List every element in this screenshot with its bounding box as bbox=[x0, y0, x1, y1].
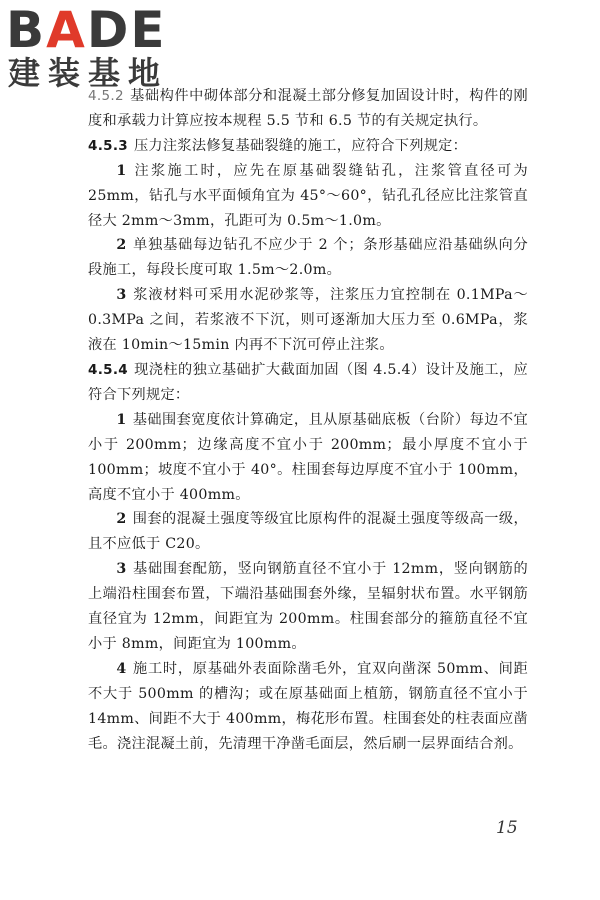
section-text: 基础构件中砌体部分和混凝土部分修复加固设计时，构件的刚度和承载力计算应按本规程 5.5 节和 6.5 节的有关规定执行。 bbox=[88, 88, 528, 129]
clause-text: 单独基础每边钻孔不应少于 2 个；条形基础应沿基础纵向分段施工，每段长度可取 1.5m～2.0m。 bbox=[88, 237, 528, 279]
section-text: 现浇柱的独立基础扩大截面加固（图 4.5.4）设计及施工，应符合下列规定： bbox=[88, 361, 528, 403]
document-body bbox=[88, 84, 528, 756]
section-text: 压力注浆法修复基础裂缝的施工，应符合下列规定： bbox=[133, 137, 468, 154]
clause-number: 2 bbox=[116, 511, 127, 528]
clause-text: 施工时，原基础外表面除凿毛外，宜双向凿深 50mm、间距不大于 500mm 的槽沟；或在原基础面上植筋，钢筋直径不宜小于 14mm、间距不大于 400mm，梅花形布置。柱围套处的柱表面应凿毛。浇注混凝土前，先清理干净凿毛面层，然后刷一层界面结合剂。 bbox=[88, 660, 528, 752]
clause-number: 3 bbox=[116, 287, 127, 304]
clause-text: 基础围套配筋，竖向钢筋直径不宜小于 12mm，竖向钢筋的上端沿柱围套布置，下端沿基础围套外缘，呈辐射状布置。水平钢筋直径宜为 12mm，间距宜为 200mm。柱围套部分的箍筋直径不宜小于 8mm，间距宜为 100mm。 bbox=[88, 561, 528, 652]
clause-text: 浆液材料可采用水泥砂浆等，注浆压力宜控制在 0.1MPa～0.3MPa 之间，若浆液不下沉，则可逐渐加大压力至 0.6MPa，浆液在 10min～15min 内再不下沉可停止注浆。 bbox=[88, 287, 528, 354]
clause-number: 1 bbox=[116, 411, 127, 428]
clause-item bbox=[88, 507, 528, 557]
clause-item bbox=[88, 557, 528, 657]
clause-number: 2 bbox=[116, 237, 127, 254]
clause-item bbox=[88, 159, 528, 234]
section-number: 4.5.4 bbox=[88, 361, 128, 378]
clause-item bbox=[88, 283, 528, 358]
clause-text: 围套的混凝土强度等级宜比原构件的混凝土强度等级高一级，且不应低于 C20。 bbox=[88, 511, 528, 553]
clause-number: 3 bbox=[116, 561, 127, 578]
section-number: 4.5.3 bbox=[88, 137, 128, 154]
logo-brand-text: BADE bbox=[6, 1, 167, 59]
clause-number: 1 bbox=[116, 162, 127, 179]
brand-logo bbox=[6, 1, 176, 96]
clause-text: 注浆施工时，应先在原基础裂缝钻孔，注浆管直径可为 25mm，钻孔与水平面倾角宜为 45°～60°，钻孔孔径应比注浆管直径大 2mm～3mm，孔距可为 0.5m～1.0m。 bbox=[88, 162, 528, 229]
clause-number: 4 bbox=[116, 660, 127, 677]
clause-text: 基础围套宽度依计算确定，且从原基础底板（台阶）每边不宜小于 200mm；边缘高度不宜小于 200mm；最小厚度不宜小于 100mm；坡度不宜小于 40°。柱围套每边厚度不宜小于 100mm，高度不宜小于 400mm。 bbox=[88, 411, 528, 503]
clause-item bbox=[88, 657, 528, 757]
clause-item bbox=[88, 233, 528, 283]
page-number: 15 bbox=[496, 818, 518, 838]
section-number: 4.5.2 bbox=[88, 88, 124, 104]
logo-subtitle: 建装基地 bbox=[8, 54, 169, 92]
section-4-5-2 bbox=[88, 84, 528, 134]
section-4-5-4 bbox=[88, 358, 528, 408]
section-4-5-3 bbox=[88, 134, 528, 159]
clause-item bbox=[88, 408, 528, 508]
